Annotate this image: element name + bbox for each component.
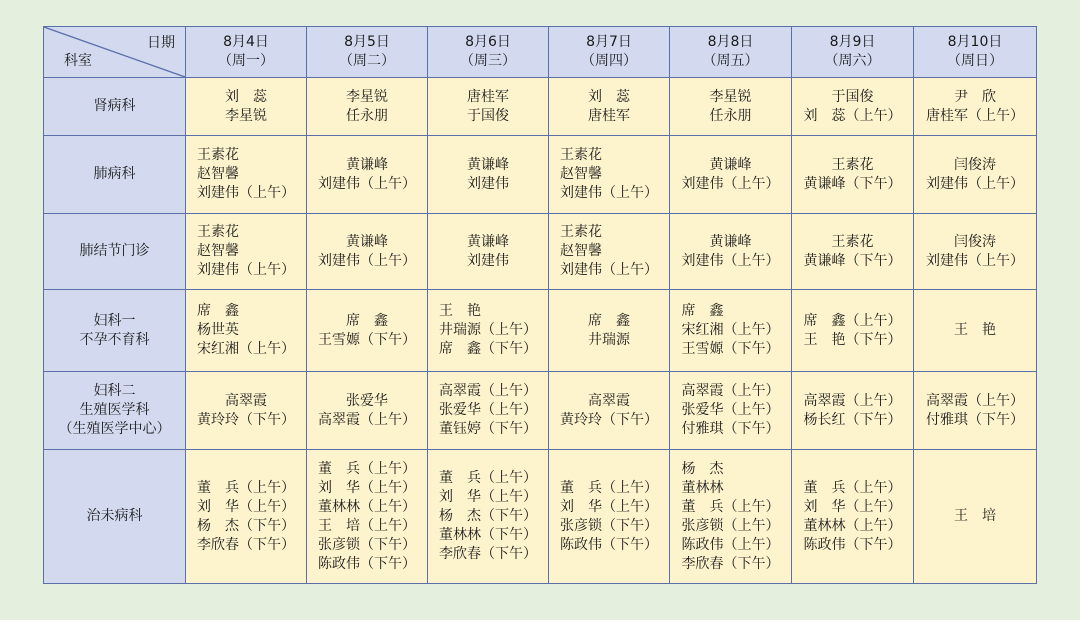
duty-doctor-list — [804, 88, 902, 126]
duty-doctor-list — [710, 88, 752, 126]
duty-cell — [549, 290, 670, 372]
department-name — [59, 382, 171, 439]
corner-date-label: 日期 — [147, 35, 175, 51]
doctor-name: 张爱华（上午） — [681, 402, 780, 418]
doctor-name: 刘建伟（上午） — [318, 252, 416, 269]
duty-doctor-list — [926, 88, 1024, 126]
day-header — [186, 27, 307, 78]
department-name — [80, 242, 150, 261]
duty-cell — [914, 372, 1037, 450]
doctor-name: 于国俊 — [831, 88, 874, 105]
duty-doctor-list — [439, 302, 537, 359]
doctor-name: 席 鑫（下午） — [439, 341, 537, 357]
duty-cell — [549, 450, 670, 584]
duty-doctor-list — [682, 233, 780, 271]
day-date: 8月9日 — [829, 34, 876, 50]
duty-cell — [186, 372, 307, 450]
doctor-name: 王素花 — [197, 147, 239, 163]
doctor-name: 黄谦峰（下午） — [803, 252, 902, 269]
duty-cell — [670, 450, 792, 584]
doctor-name: 刘建伟（上午） — [318, 175, 416, 192]
doctor-name: 杨 杰（下午） — [197, 517, 295, 534]
department-name-line: 治未病科 — [86, 508, 143, 524]
doctor-name: 高翠霞（上午） — [439, 383, 537, 399]
department-name-line: 肺结节门诊 — [79, 243, 150, 259]
day-weekday: （周四） — [581, 53, 637, 69]
doctor-name: 席 鑫 — [197, 303, 239, 319]
doctor-name: 黄谦峰（下午） — [803, 175, 902, 192]
doctor-name: 黄谦峰 — [709, 156, 752, 173]
department-cell — [44, 214, 186, 290]
doctor-name: 唐桂军（上午） — [926, 107, 1024, 124]
duty-cell — [186, 290, 307, 372]
duty-doctor-list — [439, 382, 537, 439]
doctor-name: 赵智馨 — [560, 243, 602, 259]
duty-doctor-list — [682, 156, 780, 194]
day-date: 8月8日 — [707, 34, 754, 50]
doctor-name: 刘建伟（上午） — [926, 252, 1024, 269]
duty-doctor-list — [346, 88, 388, 126]
duty-cell — [914, 78, 1037, 136]
doctor-name: 尹 欣 — [954, 88, 996, 105]
day-date: 8月6日 — [465, 34, 511, 50]
department-cell — [44, 78, 186, 136]
day-weekday: （周三） — [460, 53, 516, 69]
doctor-name: 张彦锁（下午） — [318, 536, 416, 553]
doctor-name: 董 兵（上午） — [318, 460, 416, 477]
department-name-line: 肾病科 — [93, 98, 136, 114]
duty-doctor-list — [197, 223, 295, 280]
doctor-name: 刘建伟（上午） — [197, 185, 295, 201]
duty-cell — [307, 136, 428, 214]
schedule-row — [44, 136, 1037, 214]
doctor-name: 刘建伟（上午） — [681, 175, 780, 192]
schedule-row — [44, 290, 1037, 372]
duty-cell — [914, 214, 1037, 290]
doctor-name: 王 艳 — [954, 322, 996, 338]
doctor-name: 王 艳（下午） — [803, 331, 902, 348]
doctor-name: 李欣春（下午） — [439, 546, 537, 562]
day-date: 8月7日 — [586, 34, 632, 50]
duty-doctor-list — [560, 223, 658, 280]
doctor-name: 刘建伟（上午） — [197, 262, 295, 278]
duty-doctor-list — [318, 460, 416, 574]
doctor-name: 陈政伟（上午） — [681, 536, 780, 553]
department-name-line: 生殖医学科 — [79, 402, 150, 418]
doctor-name: 杨 杰 — [681, 460, 724, 477]
department-cell — [44, 372, 186, 450]
doctor-name: 赵智馨 — [197, 243, 239, 259]
doctor-name: 席 鑫 — [346, 312, 388, 329]
doctor-name: 张爱华 — [346, 392, 388, 409]
doctor-name: 李欣春（下午） — [197, 536, 295, 553]
department-name-line: 肺病科 — [93, 166, 136, 182]
day-header — [792, 27, 914, 78]
duty-cell — [670, 136, 792, 214]
duty-cell — [307, 78, 428, 136]
doctor-name: 黄玲玲（下午） — [197, 411, 295, 428]
duty-doctor-list — [926, 233, 1024, 271]
doctor-name: 张彦锁（下午） — [560, 517, 658, 534]
duty-cell — [792, 290, 914, 372]
doctor-name: 杨 杰（下午） — [439, 508, 537, 524]
duty-cell — [670, 372, 792, 450]
doctor-name: 董钰婷（下午） — [439, 421, 537, 437]
doctor-name: 刘 华（上午） — [803, 498, 902, 515]
department-name-line: 不孕不育科 — [79, 331, 150, 348]
doctor-name: 赵智馨 — [197, 166, 239, 182]
department-cell — [44, 450, 186, 584]
schedule-row — [44, 450, 1037, 584]
corner-header-cell — [44, 27, 186, 78]
doctor-name: 刘 华（上午） — [560, 498, 658, 515]
doctor-name: 黄谦峰 — [467, 156, 509, 173]
duty-doctor-list — [197, 392, 295, 430]
duty-cell — [186, 450, 307, 584]
duty-cell — [670, 78, 792, 136]
day-weekday: （周五） — [702, 53, 759, 69]
doctor-name: 王 培 — [954, 508, 996, 524]
doctor-name: 唐桂军 — [467, 88, 509, 105]
doctor-name: 黄谦峰 — [346, 156, 388, 173]
doctor-name: 王 培（上午） — [318, 517, 416, 534]
duty-doctor-list — [318, 392, 416, 430]
duty-doctor-list — [588, 312, 630, 350]
doctor-name: 李星锐 — [225, 107, 267, 124]
doctor-name: 王素花 — [560, 224, 602, 240]
doctor-name: 黄谦峰 — [709, 233, 752, 250]
doctor-name: 杨世英 — [197, 322, 239, 338]
duty-doctor-list — [560, 479, 658, 555]
doctor-name: 董 兵（上午） — [560, 479, 658, 496]
duty-cell — [186, 136, 307, 214]
duty-doctor-list — [926, 156, 1024, 194]
duty-doctor-list — [954, 507, 996, 526]
duty-doctor-list — [560, 146, 658, 203]
department-name-line: （生殖医学中心） — [58, 421, 171, 437]
doctor-name: 席 鑫 — [588, 312, 630, 329]
duty-cell — [186, 214, 307, 290]
schedule-row — [44, 214, 1037, 290]
duty-doctor-list — [804, 233, 902, 271]
doctor-name: 宋红湘（上午） — [197, 341, 295, 357]
department-cell — [44, 136, 186, 214]
department-name-line: 妇科一 — [93, 312, 136, 329]
doctor-name: 赵智馨 — [560, 166, 602, 182]
doctor-name: 黄谦峰 — [467, 233, 509, 250]
doctor-name: 王雪嫄（下午） — [681, 341, 780, 357]
department-name — [87, 507, 143, 526]
schedule-body — [44, 78, 1037, 584]
doctor-name: 董 兵（上午） — [197, 479, 295, 496]
duty-cell — [670, 290, 792, 372]
doctor-name: 刘 华（上午） — [439, 489, 537, 505]
doctor-name: 刘 华（上午） — [318, 479, 416, 496]
doctor-name: 刘 蕊 — [225, 88, 267, 105]
doctor-name: 李星锐 — [709, 88, 752, 105]
duty-cell — [792, 450, 914, 584]
duty-doctor-list — [588, 88, 630, 126]
department-cell — [44, 290, 186, 372]
doctor-name: 唐桂军 — [588, 107, 630, 124]
day-header — [549, 27, 670, 78]
doctor-name: 黄谦峰 — [346, 233, 388, 250]
doctor-name: 刘建伟 — [467, 252, 509, 269]
doctor-name: 王雪嫄（下午） — [318, 331, 416, 348]
doctor-name: 刘建伟 — [467, 175, 509, 192]
duty-cell — [914, 136, 1037, 214]
duty-doctor-list — [467, 88, 509, 126]
doctor-name: 高翠霞（上午） — [318, 411, 416, 428]
doctor-name: 董林林（上午） — [803, 517, 902, 534]
doctor-name: 李星锐 — [346, 88, 388, 105]
duty-cell — [428, 372, 549, 450]
duty-cell — [307, 450, 428, 584]
duty-cell — [792, 214, 914, 290]
day-date: 8月5日 — [344, 34, 390, 50]
day-date: 8月10日 — [947, 34, 1003, 50]
duty-cell — [428, 78, 549, 136]
duty-cell — [914, 450, 1037, 584]
day-weekday: （周二） — [339, 53, 395, 69]
duty-cell — [792, 78, 914, 136]
doctor-name: 陈政伟（下午） — [803, 536, 902, 553]
header-row — [44, 27, 1037, 78]
doctor-name: 李欣春（下午） — [681, 555, 780, 572]
doctor-name: 宋红湘（上午） — [681, 322, 780, 338]
department-name — [94, 97, 136, 116]
duty-cell — [792, 136, 914, 214]
doctor-name: 张爱华（上午） — [439, 402, 537, 418]
doctor-name: 张彦锁（上午） — [681, 517, 780, 534]
duty-doctor-list — [954, 321, 996, 340]
doctor-name: 董 兵（上午） — [803, 479, 902, 496]
duty-doctor-list — [197, 479, 295, 555]
duty-doctor-list — [804, 479, 902, 555]
day-weekday: （周日） — [947, 53, 1003, 69]
doctor-name: 任永朋 — [346, 107, 388, 124]
doctor-name: 刘 华（上午） — [197, 498, 295, 515]
duty-doctor-list — [926, 392, 1024, 430]
duty-doctor-list — [439, 469, 537, 564]
duty-cell — [428, 214, 549, 290]
duty-cell — [670, 214, 792, 290]
duty-schedule — [43, 26, 1037, 584]
doctor-name: 刘 蕊 — [588, 88, 630, 105]
duty-doctor-list — [804, 312, 902, 350]
doctor-name: 陈政伟（下午） — [318, 555, 416, 572]
doctor-name: 董林林 — [681, 479, 724, 496]
duty-cell — [549, 372, 670, 450]
doctor-name: 刘建伟（上午） — [560, 262, 658, 278]
doctor-name: 王素花 — [831, 233, 874, 250]
duty-doctor-list — [225, 88, 267, 126]
duty-cell — [428, 136, 549, 214]
doctor-name: 王 艳 — [439, 303, 481, 319]
schedule-row — [44, 78, 1037, 136]
duty-cell — [549, 214, 670, 290]
doctor-name: 席 鑫（上午） — [803, 312, 902, 329]
duty-doctor-list — [197, 146, 295, 203]
duty-doctor-list — [682, 460, 780, 574]
duty-cell — [186, 78, 307, 136]
doctor-name: 董 兵（上午） — [439, 470, 537, 486]
doctor-name: 闫俊涛 — [954, 156, 996, 173]
doctor-name: 井瑞源 — [588, 331, 630, 348]
duty-doctor-list — [682, 382, 780, 439]
duty-doctor-list — [318, 233, 416, 271]
doctor-name: 刘建伟（上午） — [681, 252, 780, 269]
day-date: 8月4日 — [223, 34, 269, 50]
doctor-name: 任永朋 — [709, 107, 752, 124]
schedule-row — [44, 372, 1037, 450]
department-name-line: 妇科二 — [93, 383, 136, 399]
doctor-name: 高翠霞 — [225, 392, 267, 409]
doctor-name: 黄玲玲（下午） — [560, 411, 658, 428]
doctor-name: 刘建伟（上午） — [926, 175, 1024, 192]
duty-doctor-list — [804, 156, 902, 194]
department-name — [80, 312, 150, 350]
doctor-name: 董 兵（上午） — [681, 498, 780, 515]
duty-cell — [792, 372, 914, 450]
duty-doctor-list — [804, 392, 902, 430]
doctor-name: 王素花 — [560, 147, 602, 163]
duty-cell — [307, 290, 428, 372]
doctor-name: 高翠霞（上午） — [681, 383, 780, 399]
doctor-name: 高翠霞（上午） — [926, 392, 1024, 409]
duty-doctor-list — [318, 312, 416, 350]
doctor-name: 井瑞源（上午） — [439, 322, 537, 338]
duty-doctor-list — [560, 392, 658, 430]
doctor-name: 董林林（上午） — [318, 498, 416, 515]
duty-cell — [428, 450, 549, 584]
duty-cell — [914, 290, 1037, 372]
doctor-name: 席 鑫 — [681, 303, 724, 319]
doctor-name: 付雅琪（下午） — [681, 421, 780, 437]
doctor-name: 闫俊涛 — [954, 233, 996, 250]
doctor-name: 付雅琪（下午） — [926, 411, 1024, 428]
day-weekday: （周六） — [824, 53, 881, 69]
doctor-name: 于国俊 — [467, 107, 509, 124]
day-weekday: （周一） — [218, 53, 274, 69]
duty-doctor-list — [318, 156, 416, 194]
day-header — [307, 27, 428, 78]
doctor-name: 高翠霞 — [588, 392, 630, 409]
duty-cell — [549, 136, 670, 214]
doctor-name: 陈政伟（下午） — [560, 536, 658, 553]
doctor-name: 刘建伟（上午） — [560, 185, 658, 201]
doctor-name: 董林林（下午） — [439, 527, 537, 543]
department-name — [94, 165, 136, 184]
duty-cell — [307, 214, 428, 290]
day-header — [914, 27, 1037, 78]
doctor-name: 刘 蕊（上午） — [803, 107, 902, 124]
schedule-table — [43, 26, 1037, 584]
doctor-name: 杨长红（下午） — [803, 411, 902, 428]
duty-cell — [307, 372, 428, 450]
day-header — [428, 27, 549, 78]
duty-doctor-list — [467, 233, 509, 271]
day-header — [670, 27, 792, 78]
duty-doctor-list — [682, 302, 780, 359]
duty-doctor-list — [197, 302, 295, 359]
doctor-name: 王素花 — [831, 156, 874, 173]
doctor-name: 高翠霞（上午） — [803, 392, 902, 409]
duty-doctor-list — [467, 156, 509, 194]
duty-cell — [428, 290, 549, 372]
duty-cell — [549, 78, 670, 136]
doctor-name: 王素花 — [197, 224, 239, 240]
corner-dept-label: 科室 — [64, 53, 92, 69]
